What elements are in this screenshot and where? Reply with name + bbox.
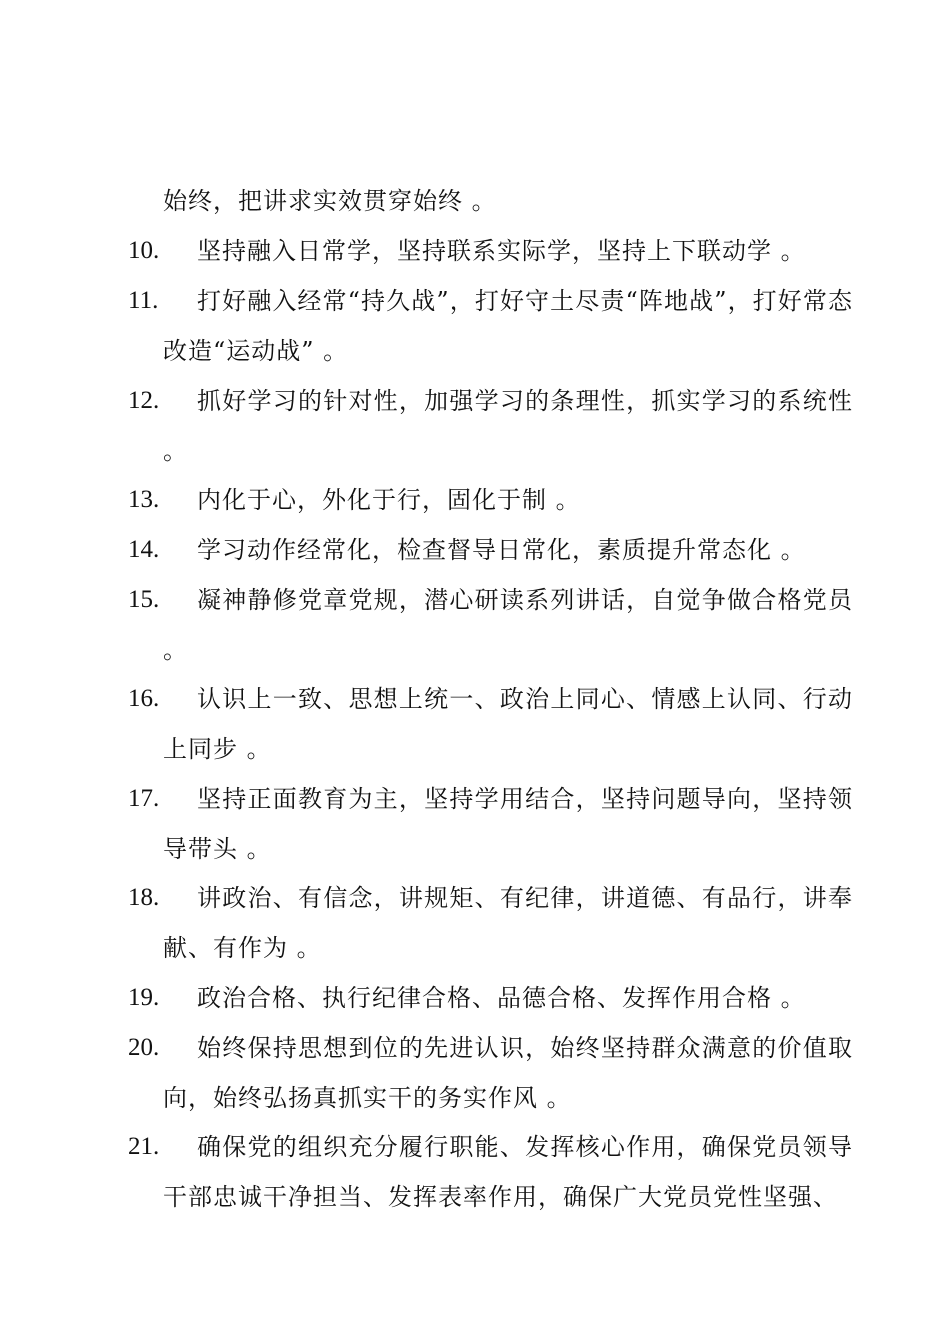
item-number: 18. <box>128 884 160 911</box>
item-number: 19. <box>128 984 160 1011</box>
item-text: 抓好学习的针对性，加强学习的条理性，抓实学习的系统性 。 <box>163 387 853 465</box>
item-text: 讲政治、有信念，讲规矩、有纪律，讲道德、有品行，讲奉献、有作为 。 <box>163 884 853 962</box>
item-text: 打好融入经常“持久战”，打好守土尽责“阵地战”，打好常态改造“运动战” 。 <box>163 287 853 365</box>
item-number: 10. <box>128 237 160 264</box>
item-text: 坚持正面教育为主，坚持学用结合，坚持问题导向，坚持领导带头 。 <box>163 785 853 863</box>
item-number: 17. <box>128 785 160 812</box>
item-text: 坚持融入日常学，坚持联系实际学，坚持上下联动学 。 <box>197 237 806 265</box>
item-text: 认识上一致、思想上统一、政治上同心、情感上认同、行动上同步 。 <box>163 685 853 763</box>
item-text: 始终，把讲求实效贯穿始终 。 <box>163 187 497 215</box>
item-number: 16. <box>128 685 160 712</box>
item-number: 15. <box>128 586 160 613</box>
item-text: 凝神静修党章党规，潜心研读系列讲话，自觉争做合格党员 。 <box>163 586 853 664</box>
item-number: 14. <box>128 536 160 563</box>
item-text: 学习动作经常化，检查督导日常化，素质提升常态化 。 <box>197 536 806 564</box>
item-number: 12. <box>128 387 160 414</box>
item-text: 内化于心，外化于行，固化于制 。 <box>197 486 581 514</box>
item-text: 确保党的组织充分履行职能、发挥核心作用，确保党员领导干部忠诚干净担当、发挥表率作用，确保广大党员党性坚强、 <box>163 1133 853 1211</box>
item-number: 20. <box>128 1034 160 1061</box>
item-text: 政治合格、执行纪律合格、品德合格、发挥作用合格 。 <box>197 984 806 1012</box>
item-number: 11. <box>128 287 159 314</box>
item-number: 21. <box>128 1133 160 1160</box>
item-number: 13. <box>128 486 160 513</box>
item-text: 始终保持思想到位的先进认识，始终坚持群众满意的价值取向，始终弘扬真抓实干的务实作风 。 <box>163 1034 853 1112</box>
